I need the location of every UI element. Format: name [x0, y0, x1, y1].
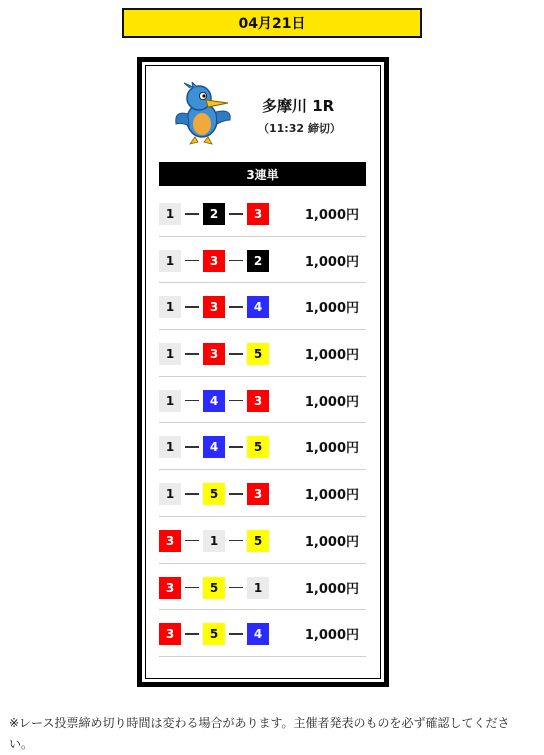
combination-row [159, 377, 366, 424]
bet-amount: 1,000円 [304, 534, 359, 550]
boat-number-3: 4 [247, 623, 269, 645]
boat-number-2: 3 [203, 250, 225, 272]
boat-number-1: 1 [159, 203, 181, 225]
boat-number-3: 3 [247, 203, 269, 225]
boat-number-1: 1 [159, 343, 181, 365]
dash-separator [185, 306, 199, 308]
combination-row [159, 470, 366, 517]
dash-separator [229, 493, 243, 495]
bet-amount: 1,000円 [304, 628, 359, 644]
race-deadline: （11:32 締切） [258, 122, 341, 135]
bet-type-label: 3連単 [246, 167, 279, 182]
boat-number-1: 3 [159, 530, 181, 552]
dash-separator [229, 400, 243, 402]
bird-mascot-icon [172, 82, 234, 146]
dash-separator [229, 353, 243, 355]
boat-number-3: 1 [247, 577, 269, 599]
combination-row [159, 190, 366, 237]
boat-number-2: 4 [203, 436, 225, 458]
dash-separator [185, 633, 199, 635]
combination-row [159, 283, 366, 330]
footnote: ※レース投票締め切り時間は変わる場合があります。主催者発表のものを必ず確認してください。 [9, 716, 510, 751]
boat-number-2: 5 [203, 623, 225, 645]
boat-number-1: 3 [159, 623, 181, 645]
bet-amount: 1,000円 [304, 348, 359, 364]
dash-separator [185, 400, 199, 402]
boat-number-2: 3 [203, 296, 225, 318]
dash-separator [229, 213, 243, 215]
boat-number-3: 4 [247, 296, 269, 318]
combination-row [159, 237, 366, 284]
combination-row [159, 564, 366, 611]
bet-type-header [159, 162, 366, 186]
dash-separator [185, 260, 199, 262]
boat-number-3: 2 [247, 250, 269, 272]
boat-number-1: 1 [159, 296, 181, 318]
dash-separator [229, 540, 243, 542]
boat-number-2: 3 [203, 343, 225, 365]
bet-amount: 1,000円 [304, 208, 359, 223]
boat-number-2: 2 [203, 203, 225, 225]
dash-separator [185, 353, 199, 355]
dash-separator [185, 587, 199, 589]
dash-separator [185, 493, 199, 495]
combination-row [159, 517, 366, 564]
dash-separator [185, 540, 199, 542]
combination-row [159, 610, 366, 657]
date-banner [122, 8, 422, 38]
bet-amount: 1,000円 [304, 394, 359, 410]
dash-separator [229, 306, 243, 308]
bet-amount: 1,000円 [304, 301, 359, 317]
bet-amount: 1,000円 [304, 488, 359, 504]
dash-separator [185, 446, 199, 448]
boat-number-2: 5 [203, 577, 225, 599]
dash-separator [185, 213, 199, 215]
boat-number-3: 5 [247, 530, 269, 552]
boat-number-2: 4 [203, 390, 225, 412]
boat-number-3: 3 [247, 390, 269, 412]
boat-number-2: 5 [203, 483, 225, 505]
dash-separator [229, 260, 243, 262]
bet-amount: 1,000円 [304, 254, 359, 270]
dash-separator [229, 446, 243, 448]
boat-number-1: 3 [159, 577, 181, 599]
boat-number-1: 1 [159, 390, 181, 412]
boat-number-1: 1 [159, 483, 181, 505]
boat-number-1: 1 [159, 436, 181, 458]
race-title: 多摩川 1R [262, 97, 335, 115]
boat-number-3: 5 [247, 436, 269, 458]
boat-number-1: 1 [159, 250, 181, 272]
boat-number-3: 3 [247, 483, 269, 505]
boat-number-2: 1 [203, 530, 225, 552]
dash-separator [229, 633, 243, 635]
combination-list [159, 190, 366, 657]
bet-amount: 1,000円 [304, 581, 359, 597]
combination-row [159, 423, 366, 470]
bet-amount: 1,000円 [304, 441, 359, 457]
boat-number-3: 5 [247, 343, 269, 365]
combination-row [159, 330, 366, 377]
date-label: 04月21日 [238, 16, 306, 32]
dash-separator [229, 587, 243, 589]
